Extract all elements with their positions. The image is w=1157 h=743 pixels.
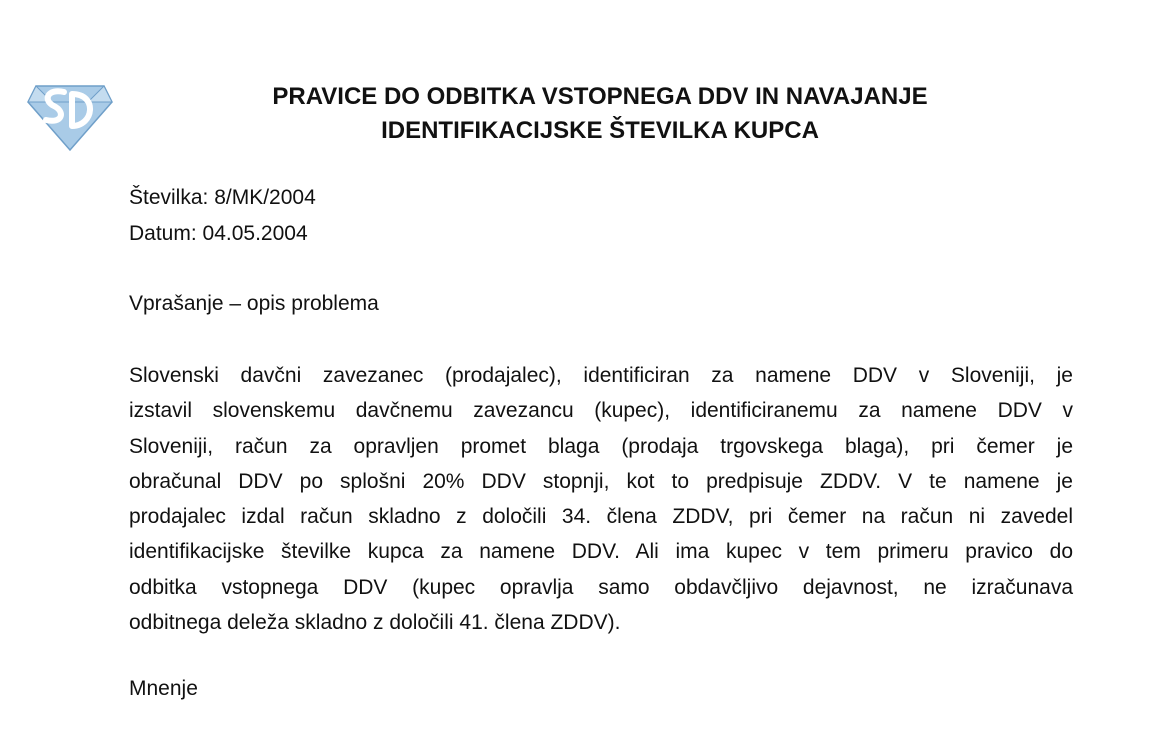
opinion-heading: Mnenje: [129, 677, 198, 700]
diamond-logo-icon: [24, 74, 114, 154]
question-line: Slovenski davčni zavezanec (prodajalec), identificiran za namene DDV v Sloveniji, je: [129, 364, 1073, 387]
question-line: identifikacijske številke kupca za namene DDV. Ali ima kupec v tem primeru pravico do: [129, 540, 1073, 564]
document-title-line-2: IDENTIFIKACIJSKE ŠTEVILKA KUPCA: [381, 117, 819, 144]
question-body: [129, 358, 1073, 640]
question-line: odbitka vstopnega DDV (kupec opravlja samo obdavčljivo dejavnost, ne izračunava: [129, 575, 1073, 599]
question-line: odbitnega deleža skladno z določili 41. člena ZDDV).: [129, 611, 621, 635]
question-line: izstavil slovenskemu davčnemu zavezancu (kupec), identificiranemu za namene DDV v: [129, 399, 1073, 423]
question-line: Sloveniji, račun za opravljen promet blaga (prodaja trgovskega blaga), pri čemer je: [129, 434, 1073, 458]
document-title-line-1: PRAVICE DO ODBITKA VSTOPNEGA DDV IN NAVAJANJE: [272, 83, 928, 110]
question-heading: Vprašanje – opis problema: [129, 292, 379, 315]
question-line: prodajalec izdal račun skladno z določili 34. člena ZDDV, pri čemer na račun ni zavedel: [129, 505, 1073, 529]
document-number: Številka: 8/MK/2004: [129, 186, 316, 209]
question-line: obračunal DDV po splošni 20% DDV stopnji, kot to predpisuje ZDDV. V te namene je: [129, 469, 1073, 493]
document-date: Datum: 04.05.2004: [129, 222, 308, 245]
